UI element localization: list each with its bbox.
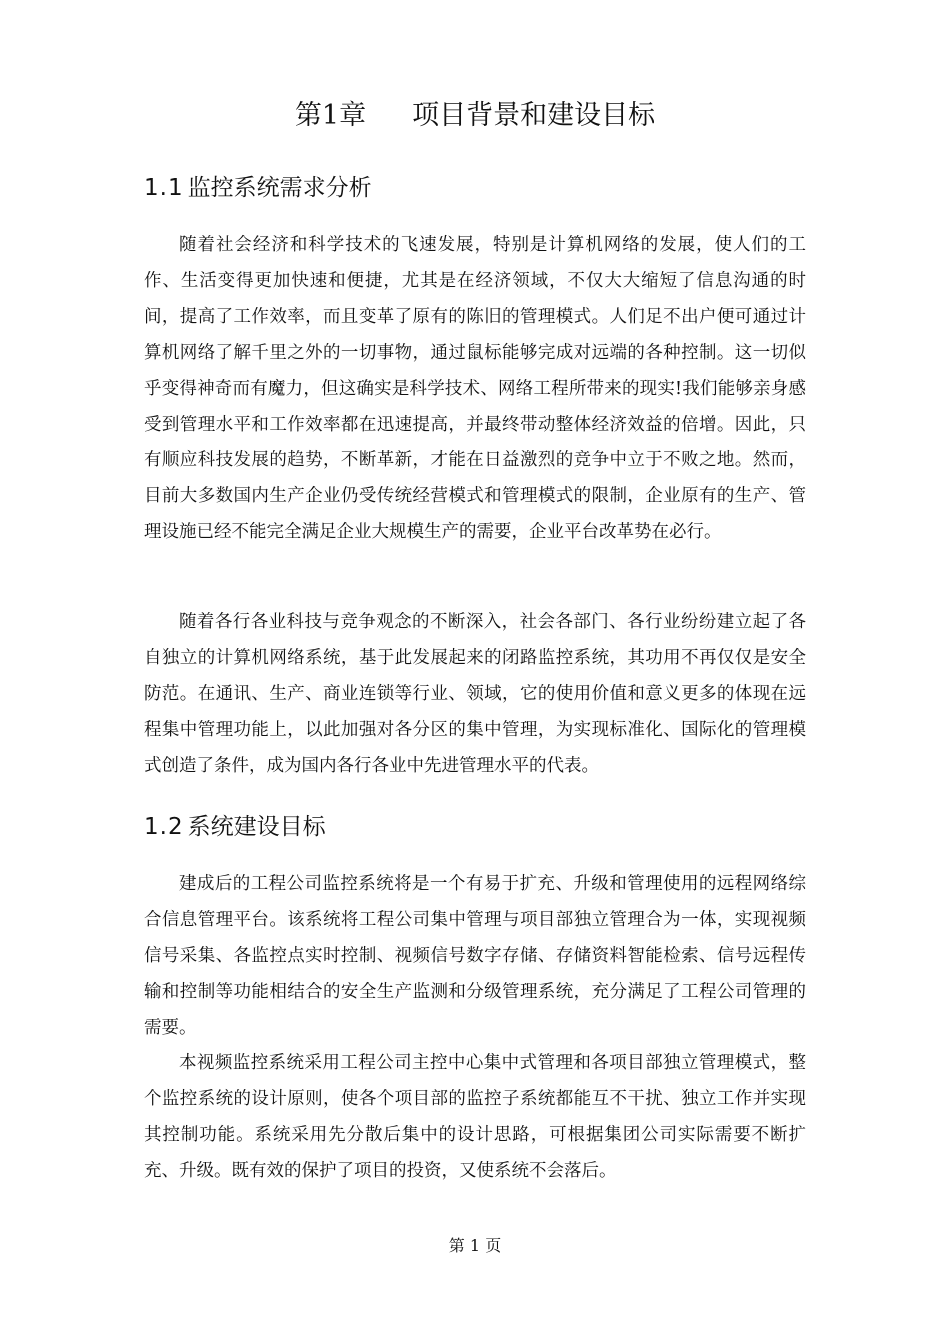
section-number: 1.1 (144, 175, 184, 201)
page-number: 1 (469, 1236, 481, 1255)
section-heading-1-1 (144, 171, 372, 205)
section-number: 1.2 (144, 814, 184, 840)
paragraph-requirements-1: 随着社会经济和科学技术的飞速发展，特别是计算机网络的发展，使人们的工作、生活变得更加快速和便捷，尤其是在经济领域，不仅大大缩短了信息沟通的时间，提高了工作效率，而且变革了原有的陈旧的管理模式。人们足不出户便可通过计算机网络了解千里之外的一切事物，通过鼠标能够完成对远端的各种控制。这一切似乎变得神奇而有魔力，但这确实是科学技术、网络工程所带来的现实!我们能够亲身感受到管理水平和工作效率都在迅速提高，并最终带动整体经济效益的倍增。因此，只有顺应科技发展的趋势，不断革新，才能在日益激烈的竞争中立于不败之地。然而，目前大多数国内生产企业仍受传统经营模式和管理模式的限制，企业原有的生产、管理设施已经不能完全满足企业大规模生产的需要，企业平台改革势在必行。 (144, 235, 806, 543)
chapter-title (0, 96, 950, 136)
page-label-suffix: 页 (485, 1236, 502, 1255)
section-title: 系统建设目标 (187, 814, 326, 840)
section-title: 监控系统需求分析 (187, 175, 372, 201)
chapter-title-text: 项目背景和建设目标 (412, 100, 656, 131)
chapter-number: 第1章 (294, 100, 367, 131)
paragraph-requirements-2: 随着各行各业科技与竞争观念的不断深入，社会各部门、各行业纷纷建立起了各自独立的计算机网络系统，基于此发展起来的闭路监控系统，其功用不再仅仅是安全防范。在通讯、生产、商业连锁等行业、领域，它的使用价值和意义更多的体现在远程集中管理功能上，以此加强对各分区的集中管理，为实现标准化、国际化的管理模式创造了条件，成为国内各行各业中先进管理水平的代表。 (144, 612, 806, 776)
paragraph-goals-2: 本视频监控系统采用工程公司主控中心集中式管理和各项目部独立管理模式，整个监控系统的设计原则，使各个项目部的监控子系统都能互不干扰、独立工作并实现其控制功能。系统采用先分散后集中的设计思路，可根据集团公司实际需要不断扩充、升级。既有效的保护了项目的投资，又使系统不会落后。 (144, 1053, 806, 1181)
paragraph-goals-1: 建成后的工程公司监控系统将是一个有易于扩充、升级和管理使用的远程网络综合信息管理平台。该系统将工程公司集中管理与项目部独立管理合为一体，实现视频信号采集、各监控点实时控制、视频信号数字存储、存储资料智能检索、信号远程传输和控制等功能相结合的安全生产监测和分级管理系统，充分满足了工程公司管理的需要。 (144, 874, 806, 1038)
page-number-footer (0, 1234, 950, 1258)
section-heading-1-2 (144, 810, 326, 844)
page-label-prefix: 第 (448, 1236, 465, 1255)
